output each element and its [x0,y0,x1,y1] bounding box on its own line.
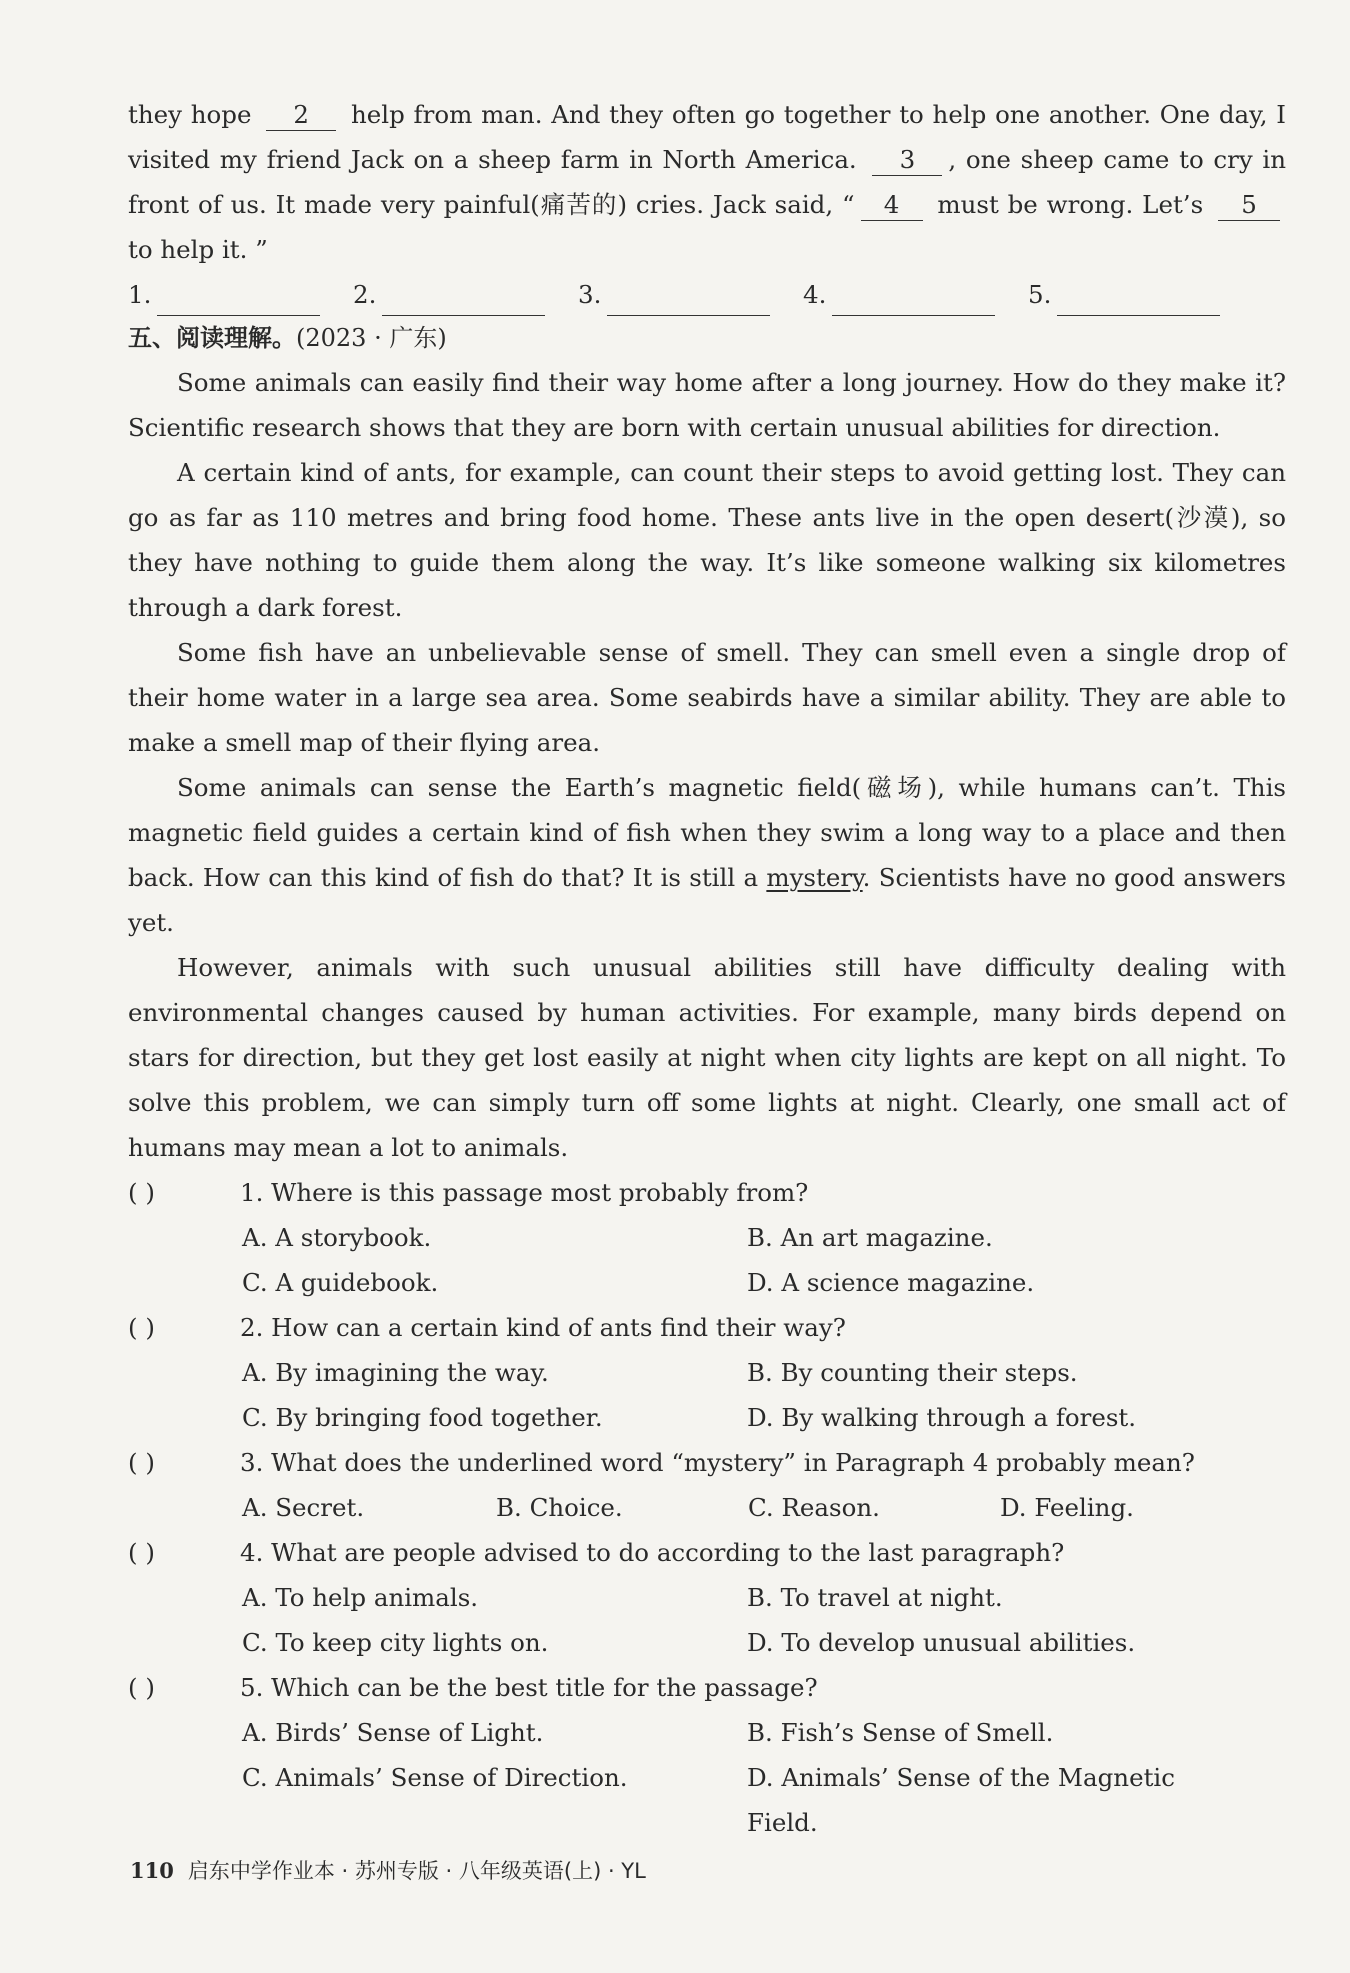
answer-bracket[interactable]: ( ) [128,1538,155,1567]
passage-text: . Scientists have no good answers yet. [128,863,1286,937]
section-heading [128,316,1286,360]
option-d: D. A science magazine. [747,1268,1035,1297]
answer-slot[interactable] [128,274,353,316]
answer-label: 5. [1028,280,1052,309]
blank-3[interactable]: 3 [872,145,942,176]
cloze-text: , one sheep came to cry in front of us. It made very painful(痛苦的) cries. Jack said, “ [128,145,1286,219]
answer-line[interactable] [832,289,995,316]
question-stem: 1. Where is this passage most probably from? [240,1178,809,1207]
option-c: C. A guidebook. [242,1268,439,1297]
question-2 [128,1305,1286,1440]
passage-paragraph: Some animals can easily find their way home after a long journey. How do they make it? Scientific research shows that they are born with certain unusual abilities for direction. [128,368,1286,442]
question-stem: 4. What are people advised to do according to the last paragraph? [240,1538,1065,1567]
answer-label: 3. [578,280,602,309]
cloze-text: they hope [128,100,261,129]
underlined-word: mystery [766,863,863,892]
blank-5[interactable]: 5 [1218,190,1280,221]
option-a: A. By imagining the way. [242,1358,549,1387]
option-c: C. By bringing food together. [242,1403,603,1432]
question-1 [128,1170,1286,1305]
passage-paragraph: Some fish have an unbelievable sense of smell. They can smell even a single drop of their home water in a large sea area. Some seabirds have a similar ability. They are able to make a smell map of their flying area. [128,638,1286,757]
option-b: B. Choice. [496,1493,623,1522]
question-stem: 2. How can a certain kind of ants find their way? [240,1313,846,1342]
section-source: (2023 · 广东) [296,324,447,352]
answer-label: 4. [803,280,827,309]
option-d: D. To develop unusual abilities. [747,1628,1136,1657]
option-a: A. Birds’ Sense of Light. [242,1718,544,1747]
option-c: C. Reason. [748,1493,880,1522]
page-footer [130,1855,646,1885]
section-title: 五、阅读理解。 [128,324,296,352]
answer-slot[interactable] [578,274,803,316]
passage-paragraph [128,765,1286,945]
option-d: D. Feeling. [1000,1493,1134,1522]
blank-2[interactable]: 2 [266,100,336,131]
option-b: B. An art magazine. [747,1223,993,1252]
reading-passage [128,360,1286,1170]
question-4 [128,1530,1286,1665]
question-3 [128,1440,1286,1530]
page-number: 110 [130,1858,174,1883]
answer-bracket[interactable]: ( ) [128,1178,155,1207]
cloze-text: to help it. ” [128,235,268,264]
option-c: C. To keep city lights on. [242,1628,549,1657]
cloze-text: must be wrong. Let’s [928,190,1212,219]
cloze-paragraph [128,92,1286,272]
answer-slot[interactable] [353,274,578,316]
answer-slot[interactable] [803,274,1028,316]
answer-label: 2. [353,280,377,309]
question-stem: 5. Which can be the best title for the passage? [240,1673,818,1702]
option-a: A. Secret. [242,1493,365,1522]
option-b: B. To travel at night. [747,1583,1003,1612]
passage-text: Some animals can sense the Earth’s magnetic field(磁场), while humans can’t. This magnetic field guides a certain kind of fish when they swim a long way to a place and then back. How can this kind of fish do that? It is still a [128,773,1286,892]
option-d: D. Animals’ Sense of the Magnetic Field. [747,1763,1175,1837]
question-stem: 3. What does the underlined word “mystery” in Paragraph 4 probably mean? [240,1448,1195,1477]
answer-lines [128,274,1286,316]
answer-line[interactable] [1057,289,1220,316]
question-5 [128,1665,1286,1845]
option-a: A. To help animals. [242,1583,479,1612]
book-title: 启东中学作业本 · 苏州专版 · 八年级英语(上) · YL [187,1859,646,1883]
answer-bracket[interactable]: ( ) [128,1448,155,1477]
answer-line[interactable] [607,289,770,316]
answer-line[interactable] [382,289,545,316]
answer-line[interactable] [157,289,320,316]
option-b: B. By counting their steps. [747,1358,1078,1387]
passage-paragraph: However, animals with such unusual abilities still have difficulty dealing with environmental changes caused by human activities. For example, many birds depend on stars for direction, but they get lost easily at night when city lights are kept on all night. To solve this problem, we can simply turn off some lights at night. Clearly, one small act of humans may mean a lot to animals. [128,953,1286,1162]
cloze-text: help from man. And they often go together to help one another. One day, I visited my friend Jack on a sheep farm in North America. [128,100,1286,174]
passage-paragraph: A certain kind of ants, for example, can count their steps to avoid getting lost. They can go as far as 110 metres and bring food home. These ants live in the open desert(沙漠), so they have nothing to guide them along the way. It’s like someone walking six kilometres through a dark forest. [128,458,1286,622]
option-d: D. By walking through a forest. [747,1403,1137,1432]
answer-bracket[interactable]: ( ) [128,1313,155,1342]
content [128,92,1286,1845]
option-a: A. A storybook. [242,1223,432,1252]
answer-slot[interactable] [1028,274,1253,316]
question-list [128,1170,1286,1845]
answer-label: 1. [128,280,152,309]
option-b: B. Fish’s Sense of Smell. [747,1718,1054,1747]
blank-4[interactable]: 4 [861,190,923,221]
option-c: C. Animals’ Sense of Direction. [242,1763,628,1792]
answer-bracket[interactable]: ( ) [128,1673,155,1702]
